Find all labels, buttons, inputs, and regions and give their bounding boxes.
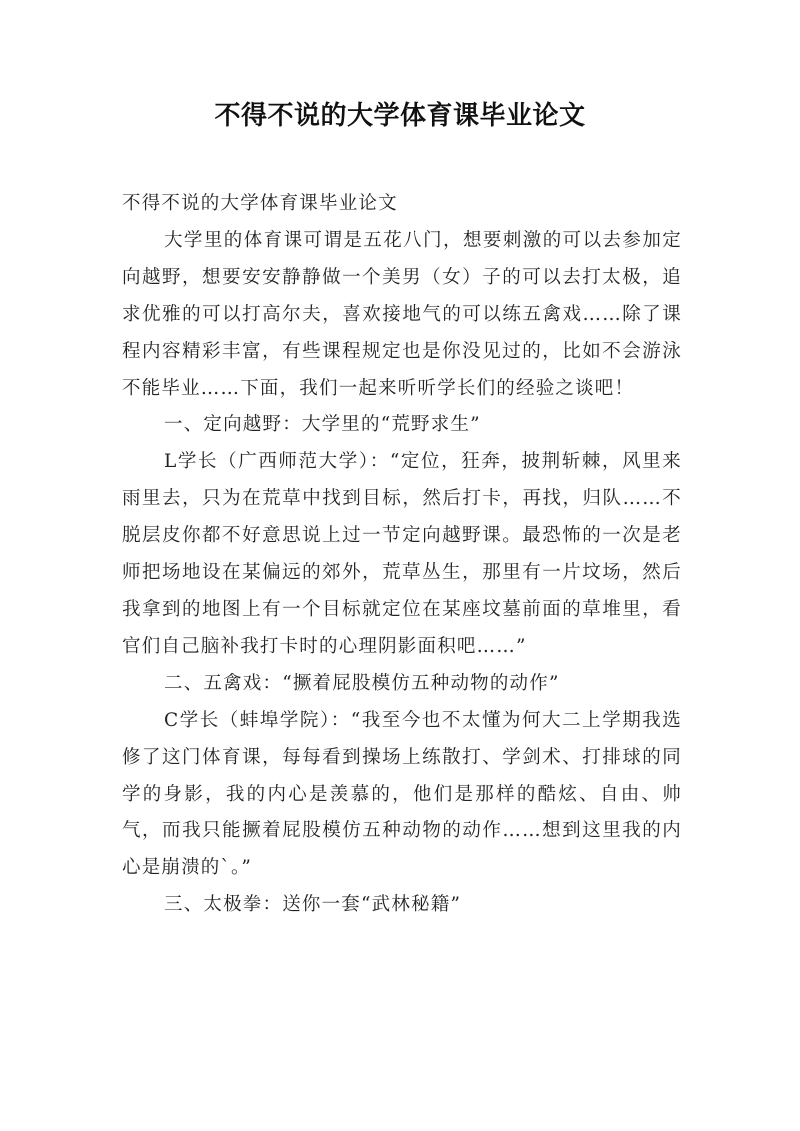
section-heading-orienteering: 一、定向越野：大学里的“荒野求生” xyxy=(164,414,481,436)
section-heading-taichi: 三、太极拳：送你一套“武林秘籍” xyxy=(164,894,462,916)
orienteering-paragraph: L学长（广西师范大学）：“定位，狂奔，披荆斩棘，风里来雨里去，只为在荒草中找到目标，然后打卡，再找，归队……不脱层皮你都不好意思说上过一节定向越野课。最恐怖的一次是老师把场地设在某偏远的郊外，荒草丛生，那里有一片坟场，然后我拿到的地图上有一个目标就定位在某座坟墓前面的草堆里，看官们自己脑补我打卡时的心理阴影面积吧……” xyxy=(122,451,682,657)
document-subtitle: 不得不说的大学体育课毕业论文 xyxy=(122,193,398,214)
intro-paragraph: 大学里的体育课可谓是五花八门，想要刺激的可以去参加定向越野，想要安安静静做一个美男（女）子的可以去打太极，追求优雅的可以打高尔夫，喜欢接地气的可以练五禽戏……除了课程内容精彩丰富，有些课程规定也是你没见过的，比如不会游泳不能毕业……下面，我们一起来听听学长们的经验之谈吧！ xyxy=(122,229,682,399)
document-body xyxy=(122,186,682,924)
section-heading-wuqinxi: 二、五禽戏：“撅着屁股模仿五种动物的动作” xyxy=(164,672,560,694)
wuqinxi-paragraph: C学长（蚌埠学院）：“我至今也不太懂为何大二上学期我选修了这门体育课，每每看到操场上练散打、学剑术、打排球的同学的身影，我的内心是羡慕的，他们是那样的酷炫、自由、帅气，而我只能撅着屁股模仿五种动物的动作……想到这里我的内心是崩溃的`。” xyxy=(122,709,682,879)
document-title: 不得不说的大学体育课毕业论文 xyxy=(214,101,586,131)
